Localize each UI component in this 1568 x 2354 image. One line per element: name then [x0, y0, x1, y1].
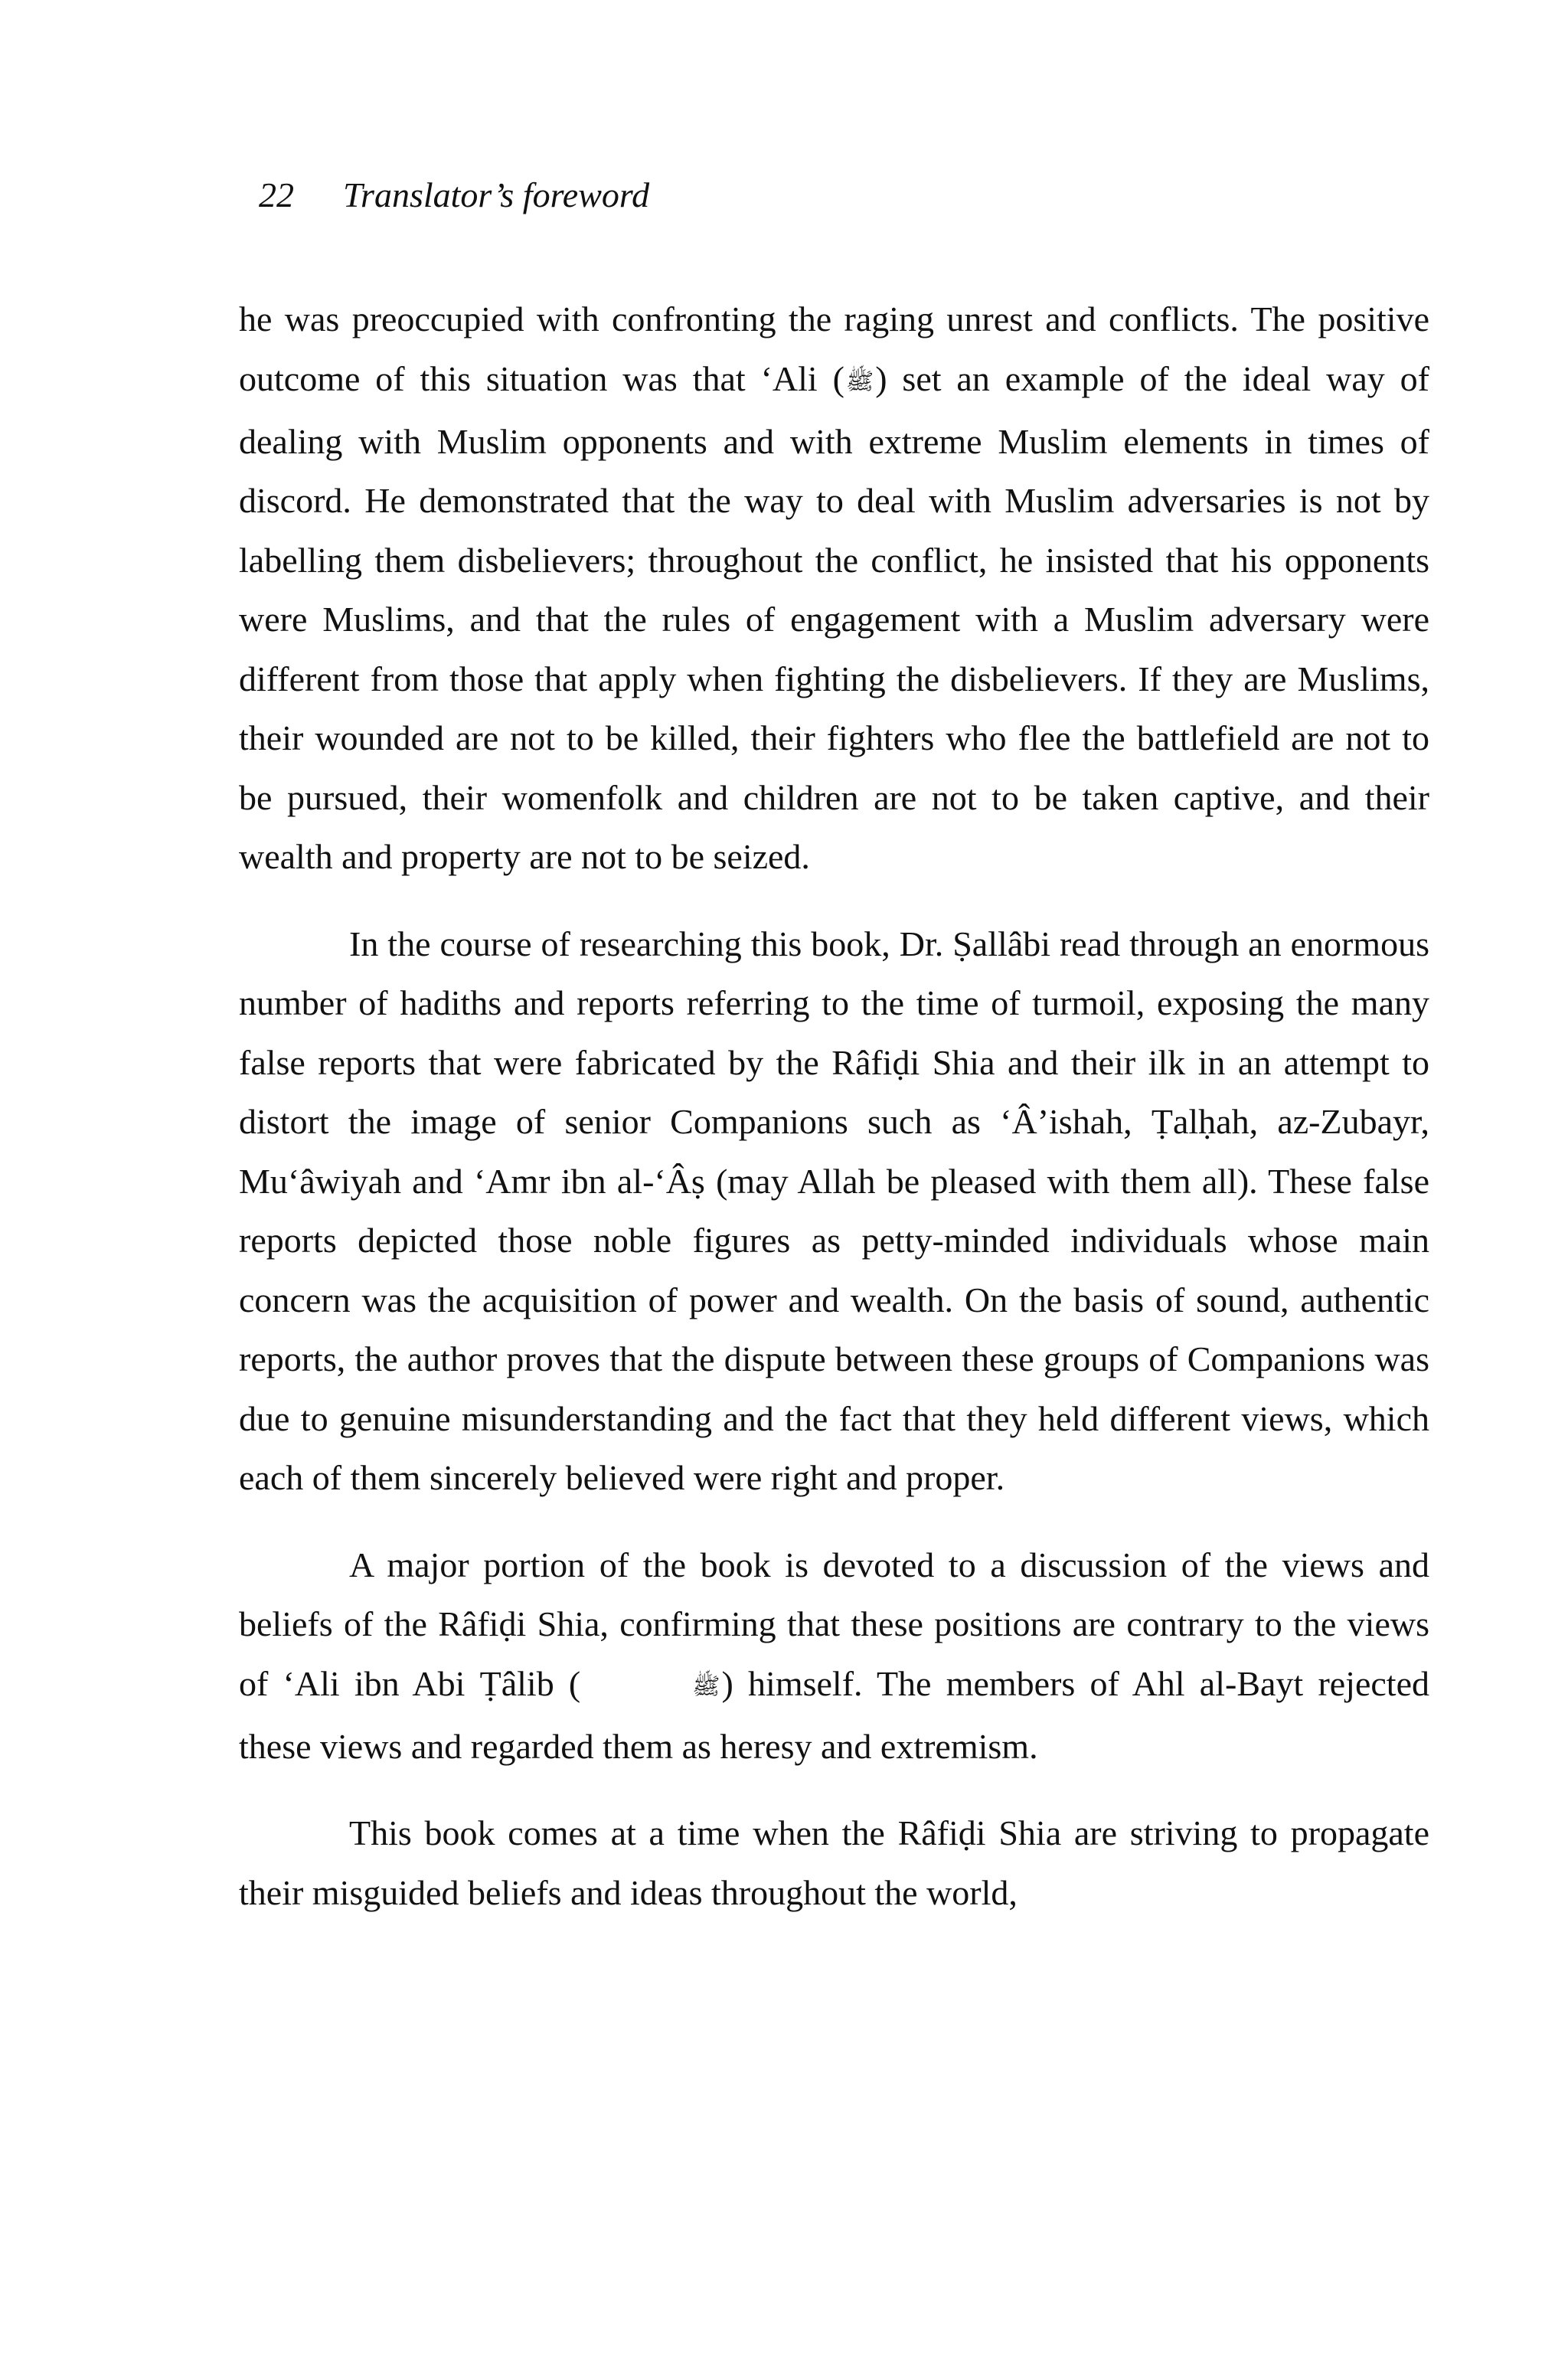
- honorific-icon: ﷺ: [692, 1674, 720, 1700]
- paragraph: This book comes at a time when the Râfiḍi Shia are striving to propagate their misguided beliefs and ideas throughout the world,: [239, 1813, 1429, 1912]
- text-segment: he was preoccupied with confronting the raging unrest and conflicts. The positive outcome of this situation was that ‘Ali (: [239, 299, 1429, 398]
- paragraph: In the course of researching this book, Dr. Ṣallâbi read through an enormous number of hadiths and reports referring to the time of turmoil, exposing the many false reports that were fabricated by the Râfiḍi Shia and their ilk in an attempt to distort the image of senior Companions such as ‘Â’ishah, Ṭalḥah, az-Zubayr, Mu‘âwiyah and ‘Amr ibn al-‘Âṣ (may Allah be pleased with them all). These false reports depicted those noble figures as petty-minded individuals whose main concern was the acquisition of power and wealth. On the basis of sound, authentic reports, the author proves that the dispute between these groups of Companions was due to genuine misunderstanding and the fact that they held different views, which each of them sincerely believed were right and proper.: [239, 924, 1429, 1498]
- honorific-icon: ﷺ: [845, 369, 874, 395]
- body-text: [239, 289, 1429, 1922]
- running-header: [259, 175, 650, 214]
- text-segment: ) himself. The members of Ahl al-Bayt rejected these views and regarded them as heresy and extremism.: [239, 1663, 1429, 1766]
- paragraph: [239, 1535, 1429, 1777]
- text-segment: ) set an example of the ideal way of dealing with Muslim opponents and with extreme Muslim elements in times of discord. He demonstrated that the way to deal with Muslim adversaries is not by labelling them disbelievers; throughout the conflict, he insisted that his opponents were Muslims, and that the rules of engagement with a Muslim adversary were different from those that apply when fighting the disbelievers. If they are Muslims, their wounded are not to be killed, their fighters who flee the battlefield are not to be pursued, their womenfolk and children are not to be taken captive, and their wealth and property are not to be seized.: [239, 358, 1429, 877]
- paragraph: [239, 289, 1429, 887]
- running-title: Translator’s foreword: [343, 175, 650, 214]
- page-number: 22: [259, 175, 294, 214]
- text-segment: A major portion of the book is devoted to a discussion of the views and beliefs of the Râfiḍi Shia, confirming that these positions are contrary to the views of ‘Ali ibn Abi Ṭâlib (: [239, 1545, 1429, 1703]
